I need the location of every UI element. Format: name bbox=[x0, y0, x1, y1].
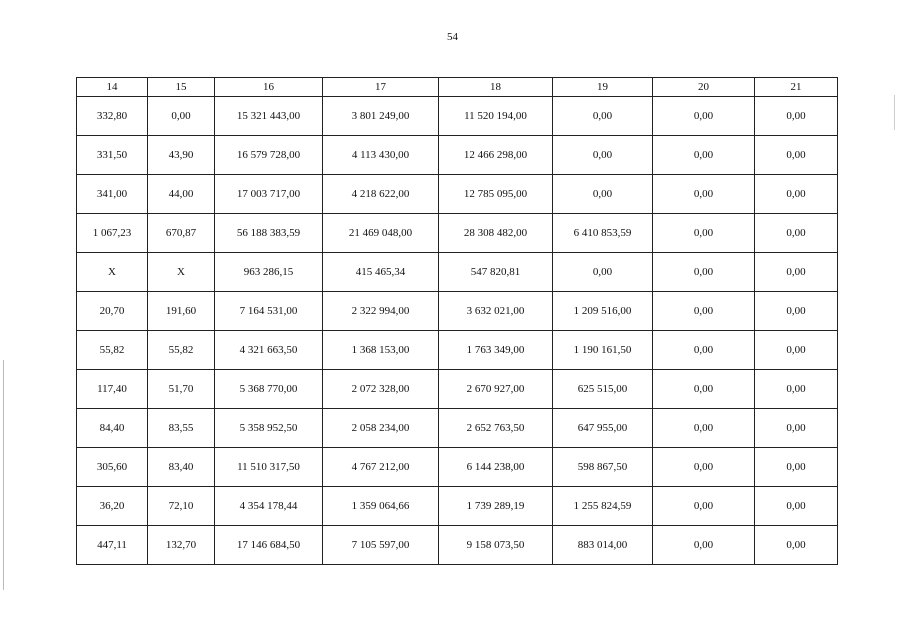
table-cell: 83,55 bbox=[148, 409, 215, 448]
table-cell: 883 014,00 bbox=[553, 526, 653, 565]
table-row bbox=[77, 526, 838, 565]
table-cell: 0,00 bbox=[653, 253, 755, 292]
table-cell: 15 321 443,00 bbox=[215, 97, 323, 136]
table-cell: 0,00 bbox=[653, 526, 755, 565]
table-cell: 55,82 bbox=[148, 331, 215, 370]
table-cell: 1 255 824,59 bbox=[553, 487, 653, 526]
table-cell: 0,00 bbox=[755, 175, 838, 214]
scan-edge-mark bbox=[3, 360, 4, 590]
table-cell: 44,00 bbox=[148, 175, 215, 214]
table-cell: 0,00 bbox=[755, 448, 838, 487]
table-cell: 0,00 bbox=[755, 136, 838, 175]
table-cell: 20,70 bbox=[77, 292, 148, 331]
table-cell: 17 146 684,50 bbox=[215, 526, 323, 565]
table-cell: 36,20 bbox=[77, 487, 148, 526]
table-cell: 0,00 bbox=[653, 370, 755, 409]
table-cell: 1 368 153,00 bbox=[323, 331, 439, 370]
table-cell: 0,00 bbox=[755, 292, 838, 331]
table-cell: 0,00 bbox=[653, 409, 755, 448]
table-cell: X bbox=[148, 253, 215, 292]
table-cell: 28 308 482,00 bbox=[439, 214, 553, 253]
table-cell: 670,87 bbox=[148, 214, 215, 253]
table-cell: 0,00 bbox=[755, 331, 838, 370]
table-row bbox=[77, 448, 838, 487]
table-cell: 6 144 238,00 bbox=[439, 448, 553, 487]
column-header: 21 bbox=[755, 78, 838, 97]
table-row bbox=[77, 136, 838, 175]
table-cell: 0,00 bbox=[755, 487, 838, 526]
table-cell: 0,00 bbox=[755, 370, 838, 409]
page-number: 54 bbox=[447, 31, 458, 43]
table-cell: 2 072 328,00 bbox=[323, 370, 439, 409]
table-cell: 3 801 249,00 bbox=[323, 97, 439, 136]
table-cell: 5 358 952,50 bbox=[215, 409, 323, 448]
table-cell: 4 354 178,44 bbox=[215, 487, 323, 526]
table-row bbox=[77, 97, 838, 136]
table-cell: 0,00 bbox=[553, 136, 653, 175]
table-cell: 341,00 bbox=[77, 175, 148, 214]
table-cell: 625 515,00 bbox=[553, 370, 653, 409]
table-cell: 72,10 bbox=[148, 487, 215, 526]
table-cell: 598 867,50 bbox=[553, 448, 653, 487]
table-cell: 647 955,00 bbox=[553, 409, 653, 448]
table-cell: 0,00 bbox=[653, 97, 755, 136]
table-cell: 0,00 bbox=[653, 136, 755, 175]
table-cell: 1 359 064,66 bbox=[323, 487, 439, 526]
table-body bbox=[77, 97, 838, 565]
table-cell: 132,70 bbox=[148, 526, 215, 565]
table-row bbox=[77, 331, 838, 370]
table-cell: 11 520 194,00 bbox=[439, 97, 553, 136]
table-row bbox=[77, 292, 838, 331]
table-cell: 2 670 927,00 bbox=[439, 370, 553, 409]
table-cell: 0,00 bbox=[653, 487, 755, 526]
table-cell: 0,00 bbox=[553, 175, 653, 214]
table-cell: 447,11 bbox=[77, 526, 148, 565]
table-cell: 0,00 bbox=[653, 331, 755, 370]
table-cell: 191,60 bbox=[148, 292, 215, 331]
table-cell: 0,00 bbox=[553, 253, 653, 292]
column-header: 19 bbox=[553, 78, 653, 97]
table-cell: 5 368 770,00 bbox=[215, 370, 323, 409]
table-cell: 547 820,81 bbox=[439, 253, 553, 292]
table-cell: 0,00 bbox=[755, 253, 838, 292]
table-cell: 0,00 bbox=[755, 409, 838, 448]
column-header: 18 bbox=[439, 78, 553, 97]
table-row bbox=[77, 487, 838, 526]
table-cell: 0,00 bbox=[148, 97, 215, 136]
scan-edge-mark bbox=[894, 95, 895, 130]
table-cell: 9 158 073,50 bbox=[439, 526, 553, 565]
table-cell: 1 190 161,50 bbox=[553, 331, 653, 370]
table-cell: 1 739 289,19 bbox=[439, 487, 553, 526]
table-cell: 305,60 bbox=[77, 448, 148, 487]
table-cell: 2 322 994,00 bbox=[323, 292, 439, 331]
table-cell: 3 632 021,00 bbox=[439, 292, 553, 331]
table-cell: 0,00 bbox=[653, 214, 755, 253]
table-cell: 56 188 383,59 bbox=[215, 214, 323, 253]
table-row bbox=[77, 370, 838, 409]
table-row bbox=[77, 409, 838, 448]
table-row bbox=[77, 214, 838, 253]
table-cell: 0,00 bbox=[755, 214, 838, 253]
table-cell: 7 105 597,00 bbox=[323, 526, 439, 565]
table-cell: 415 465,34 bbox=[323, 253, 439, 292]
table-cell: 4 767 212,00 bbox=[323, 448, 439, 487]
column-header: 16 bbox=[215, 78, 323, 97]
table-cell: 331,50 bbox=[77, 136, 148, 175]
table-cell: 963 286,15 bbox=[215, 253, 323, 292]
table-header-row bbox=[77, 78, 838, 97]
table-cell: 1 763 349,00 bbox=[439, 331, 553, 370]
table-cell: 17 003 717,00 bbox=[215, 175, 323, 214]
table-cell: 0,00 bbox=[755, 526, 838, 565]
column-header: 17 bbox=[323, 78, 439, 97]
table-cell: 0,00 bbox=[653, 175, 755, 214]
table-cell: 4 321 663,50 bbox=[215, 331, 323, 370]
column-header: 15 bbox=[148, 78, 215, 97]
table-cell: 83,40 bbox=[148, 448, 215, 487]
table-cell: 332,80 bbox=[77, 97, 148, 136]
table-cell: 117,40 bbox=[77, 370, 148, 409]
table-cell: 55,82 bbox=[77, 331, 148, 370]
table-cell: 7 164 531,00 bbox=[215, 292, 323, 331]
table-cell: 21 469 048,00 bbox=[323, 214, 439, 253]
table-cell: 43,90 bbox=[148, 136, 215, 175]
table-cell: 0,00 bbox=[653, 292, 755, 331]
table-row bbox=[77, 175, 838, 214]
table-cell: X bbox=[77, 253, 148, 292]
table-cell: 12 785 095,00 bbox=[439, 175, 553, 214]
table-cell: 0,00 bbox=[653, 448, 755, 487]
table-row bbox=[77, 253, 838, 292]
table-cell: 2 652 763,50 bbox=[439, 409, 553, 448]
table-cell: 1 067,23 bbox=[77, 214, 148, 253]
table-cell: 2 058 234,00 bbox=[323, 409, 439, 448]
table-cell: 0,00 bbox=[553, 97, 653, 136]
data-table bbox=[76, 77, 838, 565]
table-cell: 4 218 622,00 bbox=[323, 175, 439, 214]
table-cell: 1 209 516,00 bbox=[553, 292, 653, 331]
table-cell: 6 410 853,59 bbox=[553, 214, 653, 253]
table-cell: 51,70 bbox=[148, 370, 215, 409]
table-cell: 16 579 728,00 bbox=[215, 136, 323, 175]
table-cell: 84,40 bbox=[77, 409, 148, 448]
table-cell: 11 510 317,50 bbox=[215, 448, 323, 487]
table-cell: 4 113 430,00 bbox=[323, 136, 439, 175]
column-header: 14 bbox=[77, 78, 148, 97]
table-cell: 12 466 298,00 bbox=[439, 136, 553, 175]
table-cell: 0,00 bbox=[755, 97, 838, 136]
column-header: 20 bbox=[653, 78, 755, 97]
